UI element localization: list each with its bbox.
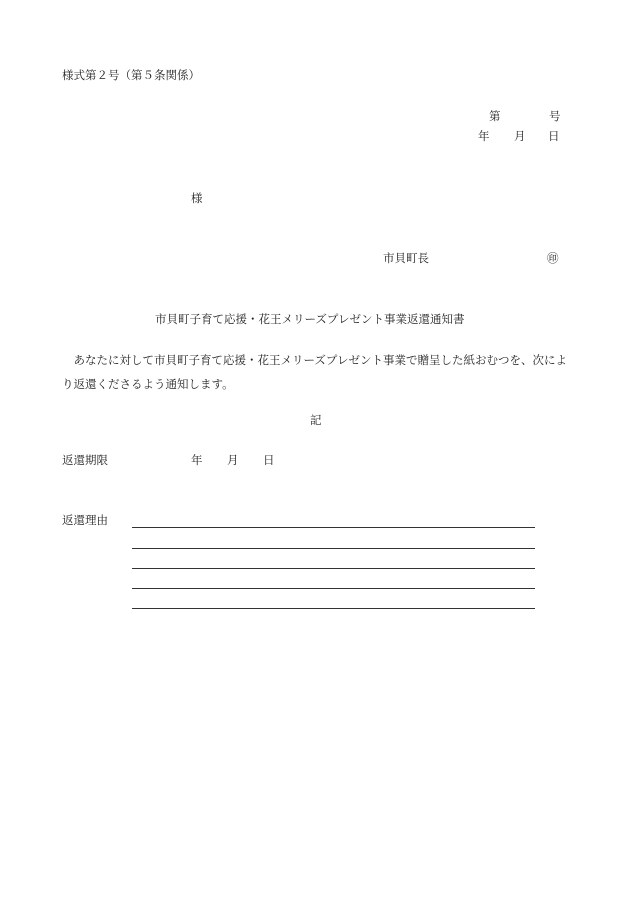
document-title: 市貝町子育て応援・花王メリーズプレゼント事業返還通知書 (155, 312, 465, 326)
seal-mark: ㊞ (547, 251, 559, 265)
recipient-honorific: 様 (191, 191, 203, 205)
issue-date-day: 日 (548, 129, 560, 143)
issue-date-year: 年 (478, 129, 490, 143)
sender-title: 市貝町長 (383, 251, 429, 265)
deadline-day: 日 (263, 453, 275, 467)
deadline-month: 月 (227, 453, 239, 467)
reason-label: 返還理由 (62, 513, 108, 527)
document-number-prefix: 第 (489, 109, 501, 123)
form-number: 様式第２号（第５条関係） (62, 68, 200, 82)
deadline-label: 返還期限 (62, 453, 108, 467)
notice-body-text: あなたに対して市貝町子育て応援・花王メリーズプレゼント事業で贈呈した紙おむつを、次により返還くださるよう通知します。 (62, 353, 567, 391)
document-number-suffix: 号 (549, 109, 561, 123)
reason-line (132, 588, 535, 589)
reason-line (132, 608, 535, 609)
deadline-year: 年 (191, 453, 203, 467)
reason-line (132, 548, 535, 549)
reason-line (132, 568, 535, 569)
note-mark: 記 (310, 413, 322, 427)
reason-line (132, 527, 535, 528)
issue-date-month: 月 (514, 129, 526, 143)
